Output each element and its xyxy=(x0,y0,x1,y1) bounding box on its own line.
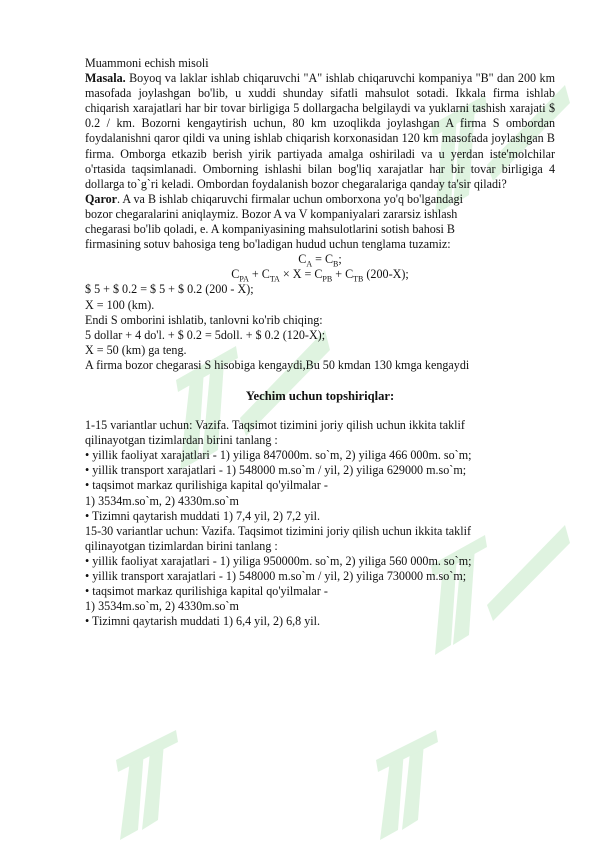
tasks-block xyxy=(85,418,555,629)
solution-line: $ 5 + $ 0.2 = $ 5 + $ 0.2 (200 - X); xyxy=(85,282,254,297)
page-heading: Muammoni echish misoli xyxy=(85,56,209,70)
watermark-logo xyxy=(340,700,540,840)
task-line: • taqsimot markaz qurilishiga kapital qo'yilmalar - xyxy=(85,584,328,599)
task-line: qilinayotgan tizimlardan birini tanlang : xyxy=(85,433,278,448)
equation-1: $C_A = C_B$; xyxy=(298,252,342,269)
solution-line: A firma bozor chegarasi S hisobiga kengaydi,Bu 50 kmdan 130 kmga kengaydi xyxy=(85,357,470,372)
solution-line: chegarasi bo'lib qoladi, e. A kompaniyasining mahsulotlarini sotish bahosi B xyxy=(85,222,455,237)
task-line: • yillik faoliyat xarajatlari - 1) yiliga 847000m. so`m, 2) yiliga 466 000m. so`m; xyxy=(85,448,472,463)
problem-text: Boyoq va laklar ishlab chiqaruvchi "A" ishlab chiqaruvchi kompaniya "B" dan 200 km masofada joylashgan bo'lib, u xuddi shunday sifatli mahsulot sotadi. Ikkala firma ishlab chiqarish xarajatlari har bir tovar birligiga 5 dollargacha belgilaydi va yuklarni tashish xarajati $ 0.2 / km. Bozorni kengaytirish uchun, 80 km uzoqlikda joylashgan A firma S ombordan foydalanishni qaror qildi va uning ishlab chiqarish korxonasidan 120 km masofada joylashgan B firma. Omborga etkazib berish yirik partiyada amalga oshiriladi va u yerdan iste'molchilar o'rtasida taqsimlanadi. Omborning ishlashi bilan bog'liq xarajatlar har bir tovar birligiga 4 dollarga to`g`ri keladi. Ombordan foydalanish bozor chegaralariga qanday ta'sir qiladi? xyxy=(85,71,555,191)
task-line: 1) 3534m.so`m, 2) 4330m.so`m xyxy=(85,599,239,614)
problem-paragraph xyxy=(85,71,555,192)
solution-block xyxy=(85,192,555,373)
document-page xyxy=(85,56,555,629)
task-line: 1-15 variantlar uchun: Vazifa. Taqsimot tizimini joriy qilish uchun ikkita taklif xyxy=(85,418,465,433)
problem-label: Masala. xyxy=(85,71,126,86)
task-line: 15-30 variantlar uchun: Vazifa. Taqsimot tizimini joriy qilish uchun ikkita taklif xyxy=(85,523,471,538)
task-line: qilinayotgan tizimlardan birini tanlang : xyxy=(85,538,278,553)
solution-line: bozor chegaralarini aniqlaymiz. Bozor A va V kompaniyalari zararsiz ishlash xyxy=(85,206,458,221)
solution-label: Qaror xyxy=(85,191,118,206)
solution-line: 5 dollar + 4 do'l. + $ 0.2 = 5doll. + $ 0.2 (120-X); xyxy=(85,327,326,342)
task-line: • yillik faoliyat xarajatlari - 1) yiliga 950000m. so`m, 2) yiliga 560 000m. so`m; xyxy=(85,553,472,568)
solution-line: firmasining sotuv bahosiga teng bo'ladigan hudud uchun tenglama tuzamiz: xyxy=(85,237,451,252)
task-line: • taqsimot markaz qurilishiga kapital qo'yilmalar - xyxy=(85,478,328,493)
solution-line: X = 50 (km) ga teng. xyxy=(85,342,187,357)
task-line: 1) 3534m.so`m, 2) 4330m.so`m xyxy=(85,493,239,508)
solution-line: Qaror. A va B ishlab chiqaruvchi firmalar uchun omborxona yo'q bo'lgandagi xyxy=(85,191,463,206)
solution-line: Endi S omborini ishlatib, tanlovni ko'rib chiqing: xyxy=(85,312,323,327)
task-line: • yillik transport xarajatlari - 1) 548000 m.so`m / yil, 2) yiliga 730000 m.so`m; xyxy=(85,569,467,583)
task-line: • Tizimni qaytarish muddati 1) 6,4 yil, 2) 6,8 yil. xyxy=(85,614,321,629)
solution-line: X = 100 (km). xyxy=(85,297,155,312)
task-line: • yillik transport xarajatlari - 1) 548000 m.so`m / yil, 2) yiliga 629000 m.so`m; xyxy=(85,463,467,478)
equation-2: $C_{PA} + C_{TA} \times X = C_{PB} + C_{TB}$ (200-X); xyxy=(231,267,409,284)
watermark-logo xyxy=(80,690,280,840)
task-line: • Tizimni qaytarish muddati 1) 7,4 yil, 2) 7,2 yil. xyxy=(85,508,321,523)
tasks-title: Yechim uchun topshiriqlar: xyxy=(245,388,395,403)
